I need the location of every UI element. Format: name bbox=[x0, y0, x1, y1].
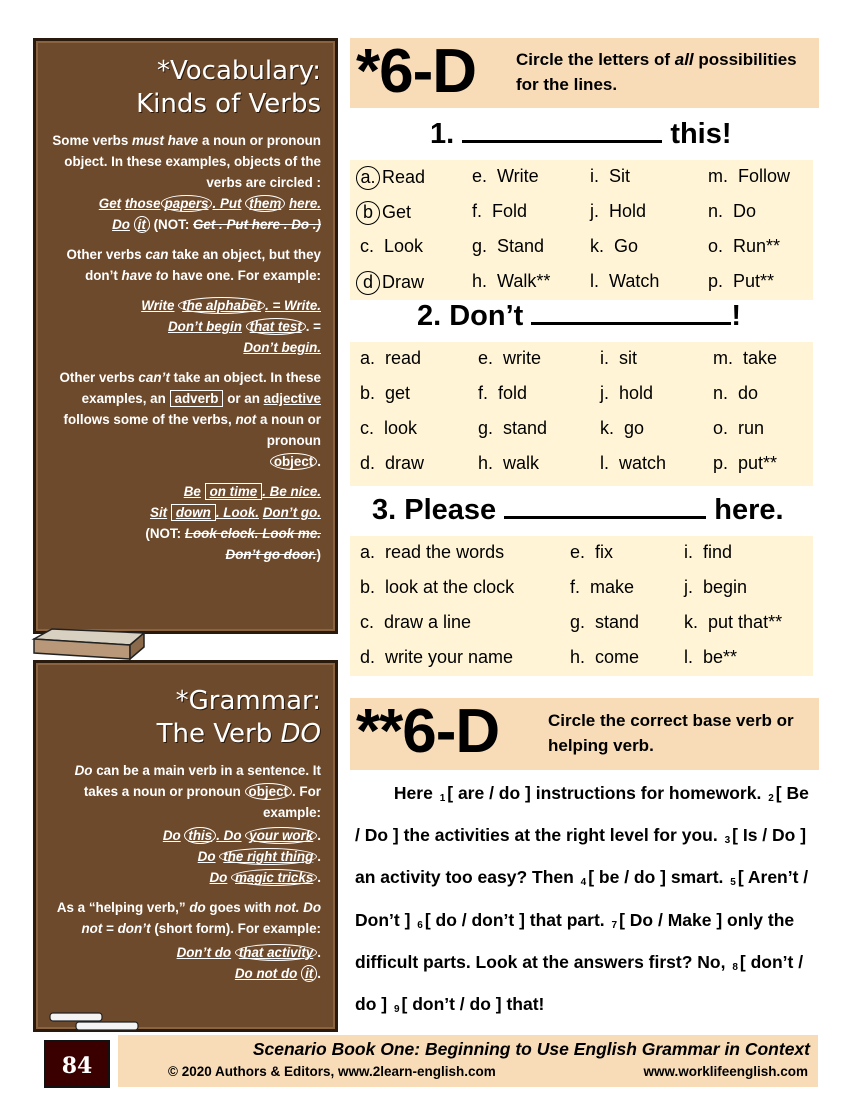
item-number: 9 bbox=[393, 1004, 400, 1016]
option-row bbox=[350, 447, 813, 482]
option-item[interactable] bbox=[478, 383, 527, 404]
option-item[interactable] bbox=[600, 348, 637, 369]
option-word: read the words bbox=[375, 542, 505, 562]
exercise-instruction: Circle the correct base verb or helping verb. bbox=[548, 711, 794, 755]
option-letter: a. bbox=[360, 542, 376, 562]
text: take an object. In these examples, an bbox=[81, 370, 321, 406]
book-title bbox=[253, 1039, 810, 1060]
circled-object: them bbox=[245, 195, 285, 212]
circled-object: this bbox=[184, 827, 216, 844]
option-item[interactable] bbox=[600, 383, 653, 404]
option-item[interactable] bbox=[708, 201, 756, 222]
option-row bbox=[350, 160, 813, 195]
option-row bbox=[350, 377, 813, 412]
option-item[interactable] bbox=[713, 348, 777, 369]
circled-object: object bbox=[245, 783, 292, 800]
example: Sit bbox=[150, 505, 168, 520]
grammar-examples-2: Don’t do that activity . Do not do it . bbox=[176, 945, 321, 981]
option-item[interactable] bbox=[472, 166, 539, 187]
text: The Verb bbox=[156, 719, 273, 749]
option-item[interactable] bbox=[600, 453, 666, 474]
grammar-para-2 bbox=[46, 897, 321, 939]
example: Do bbox=[209, 870, 228, 885]
text: Circle the letters of bbox=[516, 50, 670, 69]
option-item[interactable] bbox=[570, 542, 613, 563]
page-number: 84 bbox=[44, 1040, 110, 1088]
option-item[interactable] bbox=[472, 201, 527, 222]
option-letter: c. bbox=[360, 418, 375, 438]
option-row bbox=[350, 571, 813, 606]
exercise-code: **6-D bbox=[356, 697, 500, 766]
option-row bbox=[350, 265, 813, 300]
circled-letter: d bbox=[356, 271, 380, 295]
option-word: do bbox=[728, 383, 759, 403]
emphasis: DO bbox=[280, 719, 321, 749]
text: Other verbs bbox=[66, 247, 142, 262]
option-letter: h. bbox=[570, 647, 586, 667]
option-row bbox=[350, 606, 813, 641]
option-word: walk bbox=[493, 453, 540, 473]
text: Beginning to Use English Grammar in Context bbox=[424, 1039, 810, 1059]
question-number: 3. Please bbox=[372, 494, 497, 526]
footer bbox=[118, 1035, 818, 1087]
option-letter: k. bbox=[590, 236, 605, 256]
option-item[interactable] bbox=[360, 271, 424, 295]
option-word: sit bbox=[609, 348, 638, 368]
option-letter: i. bbox=[684, 542, 693, 562]
chalk-icon bbox=[48, 1010, 148, 1032]
grammar-title bbox=[36, 663, 335, 751]
answer-blank[interactable] bbox=[531, 301, 731, 325]
option-letter: f. bbox=[570, 577, 581, 597]
text: this! bbox=[670, 118, 732, 150]
item-number: 7 bbox=[611, 919, 618, 931]
example: . Look. bbox=[215, 505, 259, 520]
emphasis: all bbox=[674, 50, 694, 69]
answer-blank[interactable] bbox=[504, 495, 706, 519]
option-item[interactable] bbox=[590, 271, 659, 292]
option-word: hold bbox=[609, 383, 654, 403]
circled-object: the right thing bbox=[219, 848, 317, 865]
exercise-paragraph bbox=[355, 775, 815, 1028]
wrong-example: Don’t go door. bbox=[225, 547, 317, 562]
text: have one. For example: bbox=[172, 268, 321, 283]
circled-letter: a. bbox=[356, 166, 380, 190]
grammar-examples-1: Do this . Do your work . Do the right thing . Do magic tricks . bbox=[162, 828, 321, 885]
option-word: Do bbox=[723, 201, 757, 221]
option-word: Write bbox=[487, 166, 539, 186]
emphasis: not. Do not bbox=[81, 900, 321, 936]
option-word: write your name bbox=[375, 647, 514, 667]
option-letter: d. bbox=[360, 453, 376, 473]
example: Write bbox=[141, 298, 175, 313]
emphasis: not bbox=[235, 412, 257, 427]
option-letter: f. bbox=[478, 383, 489, 403]
vocab-para-1: Some verbs must have a noun or pronoun object. In these examples, objects of the verbs are circled : Get those papers . Put them here. Do it (NOT: Get . Put here . Do .) bbox=[52, 133, 321, 232]
item-number: 2 bbox=[768, 793, 774, 804]
vocab-title-line2: Kinds of Verbs bbox=[136, 89, 321, 119]
option-word: Put** bbox=[723, 271, 775, 291]
circled-object: that activity bbox=[235, 944, 317, 961]
question-3-options bbox=[350, 536, 813, 676]
option-word: draw bbox=[375, 453, 425, 473]
option-letter: l. bbox=[684, 647, 693, 667]
option-word: Look bbox=[374, 236, 424, 256]
paragraph-text: [ Do / Make ] only the difficult parts. Look at the answers first? No, bbox=[355, 909, 795, 972]
option-item[interactable] bbox=[360, 647, 513, 668]
example: Be bbox=[183, 484, 201, 499]
option-item[interactable] bbox=[570, 612, 639, 633]
option-letter: f. bbox=[472, 201, 483, 221]
option-letter: n. bbox=[708, 201, 724, 221]
option-letter: b. bbox=[360, 577, 376, 597]
option-item[interactable] bbox=[684, 577, 747, 598]
option-letter: j. bbox=[590, 201, 599, 221]
option-item[interactable] bbox=[360, 612, 471, 633]
option-letter: c. bbox=[360, 612, 375, 632]
option-word: write bbox=[493, 348, 542, 368]
paragraph-text: Here bbox=[393, 783, 438, 803]
vocab-examples-3 bbox=[46, 481, 321, 565]
example: here. bbox=[288, 196, 321, 211]
exercise-instruction bbox=[516, 47, 816, 97]
option-word: Sit bbox=[599, 166, 631, 186]
option-item[interactable] bbox=[472, 236, 544, 257]
option-item[interactable] bbox=[684, 542, 732, 563]
grammar-para-1 bbox=[46, 760, 321, 823]
option-item[interactable] bbox=[713, 453, 777, 474]
text: Some verbs bbox=[52, 133, 129, 148]
option-word: Get bbox=[382, 202, 412, 222]
option-row bbox=[350, 641, 813, 676]
option-word: begin bbox=[693, 577, 748, 597]
question-3-prompt bbox=[372, 494, 784, 527]
item-number: 3 bbox=[724, 835, 731, 847]
boxed-adverb: adverb bbox=[170, 390, 224, 407]
text: ) bbox=[316, 547, 321, 562]
option-item[interactable] bbox=[570, 577, 634, 598]
option-item[interactable] bbox=[472, 271, 550, 292]
text: take an object, but they don’t bbox=[85, 247, 321, 283]
option-item[interactable] bbox=[360, 348, 421, 369]
option-letter: j. bbox=[684, 577, 693, 597]
example: Do bbox=[112, 217, 130, 232]
option-letter: h. bbox=[472, 271, 488, 291]
website-link[interactable]: www.worklifeenglish.com bbox=[643, 1064, 808, 1079]
option-word: Draw bbox=[382, 272, 425, 292]
boxed-adverb: on time bbox=[205, 483, 263, 500]
circled-object: papers bbox=[161, 195, 213, 212]
text: a noun or pronoun object. In these examples, objects of the verbs are circled : bbox=[64, 133, 321, 190]
circled-object: magic tricks bbox=[231, 869, 317, 886]
option-word: put** bbox=[728, 453, 778, 473]
option-item[interactable] bbox=[360, 577, 514, 598]
item-number: 8 bbox=[732, 961, 738, 973]
text: Scenario Book One: bbox=[252, 1039, 421, 1059]
option-item[interactable] bbox=[708, 166, 790, 187]
circled-object: it bbox=[134, 216, 150, 233]
exercise-header-2 bbox=[350, 698, 819, 770]
option-item[interactable] bbox=[360, 542, 504, 563]
emphasis: can’t bbox=[138, 370, 170, 385]
item-number: 5 bbox=[730, 877, 736, 889]
option-word: Watch bbox=[599, 271, 660, 291]
option-letter: o. bbox=[708, 236, 724, 256]
example: Don’t go. bbox=[262, 505, 321, 520]
option-letter: p. bbox=[713, 453, 729, 473]
circled-object: it bbox=[301, 965, 317, 982]
option-letter: l. bbox=[590, 271, 599, 291]
paragraph-text: [ don’t / do ] bbox=[355, 951, 804, 1015]
emphasis: have to bbox=[121, 268, 169, 283]
option-item[interactable] bbox=[713, 418, 764, 439]
option-letter: g. bbox=[570, 612, 586, 632]
option-letter: m. bbox=[708, 166, 728, 186]
option-item[interactable] bbox=[708, 236, 780, 257]
option-letter: l. bbox=[600, 453, 609, 473]
option-word: come bbox=[585, 647, 640, 667]
text: = bbox=[106, 921, 114, 936]
option-item[interactable] bbox=[708, 271, 774, 292]
option-word: put that** bbox=[698, 612, 783, 632]
option-word: take bbox=[733, 348, 778, 368]
example: . = Write. bbox=[265, 298, 321, 313]
example: Don’t do bbox=[176, 945, 232, 960]
option-item[interactable] bbox=[713, 383, 758, 404]
option-word: find bbox=[693, 542, 733, 562]
text: (NOT: bbox=[145, 526, 182, 541]
option-item[interactable] bbox=[590, 201, 646, 222]
option-item[interactable] bbox=[360, 201, 411, 225]
option-word: Read bbox=[382, 167, 426, 187]
item-number: 6 bbox=[417, 919, 423, 931]
option-word: run bbox=[728, 418, 765, 438]
exercise-header-1 bbox=[350, 38, 819, 108]
example: those bbox=[124, 196, 161, 211]
option-letter: d. bbox=[360, 647, 376, 667]
grammar-body bbox=[36, 760, 335, 984]
example: Get bbox=[98, 196, 122, 211]
option-word: read bbox=[375, 348, 422, 368]
emphasis: Do bbox=[74, 763, 93, 778]
paragraph-text: [ are / do ] instructions for homework. bbox=[447, 783, 767, 803]
option-letter: b. bbox=[360, 383, 376, 403]
item-number: 4 bbox=[580, 877, 587, 889]
answer-blank[interactable] bbox=[462, 119, 662, 143]
question-2-prompt bbox=[417, 300, 741, 333]
option-letter: k. bbox=[684, 612, 699, 632]
circled-object: the alphabet bbox=[178, 297, 265, 314]
option-letter: g. bbox=[472, 236, 488, 256]
grammar-chalkboard bbox=[33, 660, 338, 1032]
option-item[interactable] bbox=[590, 166, 630, 187]
option-item[interactable] bbox=[360, 236, 423, 257]
option-item[interactable] bbox=[478, 418, 547, 439]
option-letter: e. bbox=[570, 542, 586, 562]
option-word: Walk** bbox=[487, 271, 551, 291]
option-item[interactable] bbox=[360, 453, 424, 474]
emphasis: don’t bbox=[117, 921, 151, 936]
vocabulary-chalkboard bbox=[33, 38, 338, 634]
vocab-para-2 bbox=[46, 244, 321, 286]
text: can be a main verb in a sentence. It takes a noun or pronoun bbox=[83, 763, 321, 799]
option-word: Follow bbox=[728, 166, 791, 186]
option-word: get bbox=[375, 383, 411, 403]
text: (short form). For example: bbox=[154, 921, 321, 936]
emphasis: must have bbox=[132, 133, 199, 148]
exercise-code: *6-D bbox=[356, 37, 477, 106]
vocab-examples-2 bbox=[46, 295, 321, 358]
option-item[interactable] bbox=[360, 166, 425, 190]
option-item[interactable] bbox=[570, 647, 639, 668]
example: Do not do bbox=[234, 966, 298, 981]
option-word: go bbox=[614, 418, 645, 438]
wrong-example: Get . Put here . Do .) bbox=[193, 217, 321, 232]
emphasis: do bbox=[189, 900, 206, 915]
option-word: Stand bbox=[487, 236, 545, 256]
question-1-options bbox=[350, 160, 813, 300]
option-item[interactable] bbox=[478, 348, 541, 369]
option-letter: h. bbox=[478, 453, 494, 473]
option-word: Go bbox=[604, 236, 639, 256]
paragraph-text: [ Is / Do ] an activity too easy? Then bbox=[355, 825, 807, 888]
text: . For example: bbox=[262, 784, 321, 820]
grammar-title-line1: *Grammar: bbox=[175, 686, 321, 716]
option-letter: a. bbox=[360, 348, 376, 368]
wrong-example: Look clock. Look me. bbox=[184, 526, 321, 541]
option-item[interactable] bbox=[360, 383, 410, 404]
text: possibilities for the lines. bbox=[516, 50, 797, 94]
example: Don’t begin bbox=[168, 319, 242, 334]
option-letter: i. bbox=[600, 348, 609, 368]
option-item[interactable] bbox=[684, 647, 737, 668]
option-word: Fold bbox=[482, 201, 528, 221]
option-letter: n. bbox=[713, 383, 729, 403]
text: Other verbs bbox=[59, 370, 135, 385]
example: . Be nice. bbox=[262, 484, 321, 499]
question-2-options bbox=[350, 342, 813, 486]
copyright: © 2020 Authors & Editors, www.2learn-english.com bbox=[168, 1064, 496, 1079]
option-letter: o. bbox=[713, 418, 729, 438]
option-letter: c. bbox=[360, 236, 375, 256]
vocabulary-title bbox=[36, 41, 335, 121]
option-word: look bbox=[374, 418, 418, 438]
paragraph-text: [ don’t / do ] that! bbox=[401, 994, 545, 1015]
text: goes with bbox=[209, 900, 272, 915]
option-row bbox=[350, 412, 813, 447]
option-row bbox=[350, 342, 813, 377]
option-letter: m. bbox=[713, 348, 733, 368]
text: a noun or pronoun bbox=[260, 412, 321, 448]
vocab-title-line1: *Vocabulary: bbox=[157, 56, 321, 86]
example: Do bbox=[197, 849, 216, 864]
option-row bbox=[350, 195, 813, 230]
item-number: 1 bbox=[439, 793, 446, 804]
question-1-prompt bbox=[430, 118, 732, 151]
option-letter: j. bbox=[600, 383, 609, 403]
example: Put bbox=[219, 196, 242, 211]
vocab-para-3: Other verbs can’t take an object. In these examples, an adverb or an adjective follows some of the verbs, not a noun or pronoun object . bbox=[59, 370, 321, 469]
text: or an bbox=[227, 391, 260, 406]
vocabulary-body bbox=[36, 130, 335, 565]
option-letter: e. bbox=[472, 166, 488, 186]
option-word: stand bbox=[493, 418, 548, 438]
circled-letter: b bbox=[356, 201, 380, 225]
option-letter: p. bbox=[708, 271, 724, 291]
option-letter: g. bbox=[478, 418, 494, 438]
option-item[interactable] bbox=[684, 612, 782, 633]
option-word: fold bbox=[488, 383, 528, 403]
boxed-adverb: down bbox=[171, 504, 216, 521]
paragraph-text: [ Aren’t / Don’t ] bbox=[355, 867, 809, 930]
option-item[interactable] bbox=[360, 418, 417, 439]
paragraph-text: [ Be / Do ] the activities at the right level for you. bbox=[355, 783, 809, 846]
option-word: watch bbox=[609, 453, 667, 473]
grammar-title-line2 bbox=[36, 718, 321, 751]
paragraph-text: [ do / don’t ] that part. bbox=[424, 909, 610, 930]
question-number: 1. bbox=[430, 118, 455, 150]
option-letter: k. bbox=[600, 418, 615, 438]
text: ! bbox=[731, 300, 742, 332]
option-word: look at the clock bbox=[375, 577, 515, 597]
circled-object: your work bbox=[245, 827, 317, 844]
option-word: fix bbox=[585, 542, 614, 562]
option-item[interactable] bbox=[590, 236, 638, 257]
option-word: draw a line bbox=[374, 612, 472, 632]
option-word: be** bbox=[693, 647, 738, 667]
option-letter: e. bbox=[478, 348, 494, 368]
option-item[interactable] bbox=[478, 453, 539, 474]
underlined-adjective: adjective bbox=[263, 391, 321, 406]
option-row bbox=[350, 536, 813, 571]
example: Do bbox=[162, 828, 181, 843]
circled-object: that test bbox=[246, 318, 306, 335]
text: (NOT: bbox=[153, 217, 190, 232]
option-word: Hold bbox=[599, 201, 647, 221]
text: . = bbox=[305, 319, 321, 334]
option-row bbox=[350, 230, 813, 265]
circled-object: object bbox=[270, 453, 317, 470]
paragraph-text: [ be / do ] smart. bbox=[588, 867, 729, 888]
option-item[interactable] bbox=[600, 418, 644, 439]
eraser-icon bbox=[30, 625, 148, 663]
option-letter: i. bbox=[590, 166, 599, 186]
text: As a “helping verb,” bbox=[56, 900, 186, 915]
emphasis: can bbox=[145, 247, 169, 262]
question-number: 2. Don’t bbox=[417, 300, 524, 332]
text: follows some of the verbs, bbox=[63, 412, 232, 427]
example: Don’t begin. bbox=[243, 340, 321, 355]
option-word: stand bbox=[585, 612, 640, 632]
example: . Do bbox=[216, 828, 242, 843]
text: here. bbox=[714, 494, 784, 526]
option-word: Run** bbox=[723, 236, 781, 256]
option-word: make bbox=[580, 577, 635, 597]
